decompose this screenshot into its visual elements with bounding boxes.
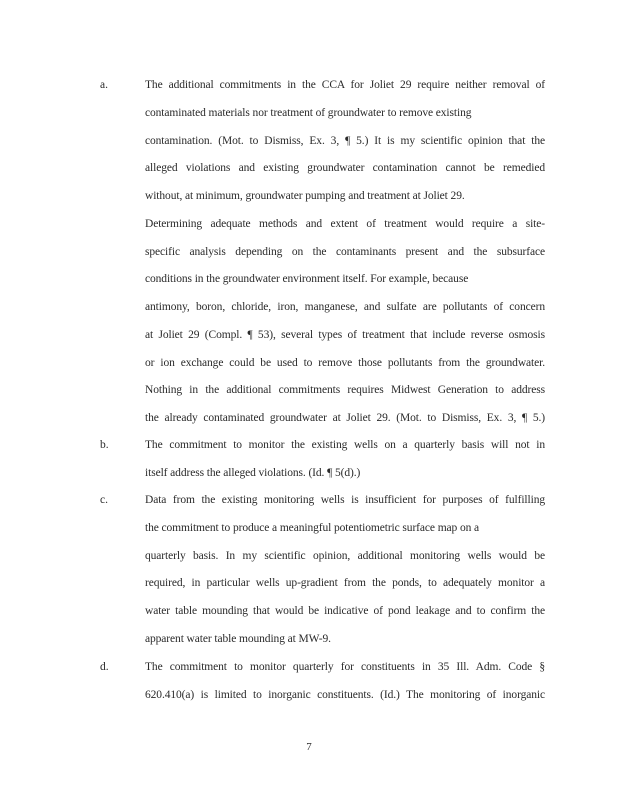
text-line: Nothing in the additional commitments requires Midwest Generation to address — [145, 384, 545, 397]
text-line: alleged violations and existing groundwater contamination cannot be remedied — [145, 162, 545, 175]
text-line: or ion exchange could be used to remove those pollutants from the groundwater. — [145, 356, 545, 369]
text-line: The additional commitments in the CCA for Joliet 29 require neither removal of — [145, 79, 545, 91]
text-line: the already contaminated groundwater at Joliet 29. (Mot. to Dismiss, Ex. 3, ¶ 5.) — [145, 412, 545, 424]
text-line: itself address the alleged violations. (Id. ¶ 5(d).) — [145, 466, 361, 479]
text-line: quarterly basis. In my scientific opinion, additional monitoring wells would be — [145, 549, 545, 562]
text-line: without, at minimum, groundwater pumping and treatment at Joliet 29. — [145, 190, 465, 202]
text-line: The commitment to monitor quarterly for constituents in 35 Ill. Adm. Code § — [145, 661, 545, 673]
text-line: specific analysis depending on the contaminants present and the subsurface — [145, 245, 545, 258]
paragraph-label: b. — [100, 439, 109, 451]
text-line: conditions in the groundwater environment itself. For example, because — [145, 273, 469, 286]
text-line: the commitment to produce a meaningful potentiometric surface map on a — [145, 521, 480, 534]
text-line: required, in particular wells up-gradient from the ponds, to adequately monitor a — [145, 577, 545, 590]
text-line: Determining adequate methods and extent of treatment would require a site- — [145, 217, 545, 230]
page-number: 7 — [306, 741, 312, 753]
paragraph-text — [145, 660, 545, 716]
text-line: apparent water table mounding at MW-9. — [145, 632, 331, 645]
text-line: Data from the existing monitoring wells is insufficient for purposes of fulfilling — [145, 494, 545, 506]
text-line: water table mounding that would be indicative of pond leakage and to confirm the — [145, 605, 545, 617]
text-line: antimony, boron, chloride, iron, manganese, and sulfate are pollutants of concern — [145, 301, 545, 313]
paragraph-label: d. — [100, 661, 109, 673]
paragraph-label: a. — [100, 79, 108, 91]
text-line: 620.410(a) is limited to inorganic constituents. (Id.) The monitoring of inorganic — [145, 688, 545, 701]
text-line: at Joliet 29 (Compl. ¶ 53), several types of treatment that include reverse osmosis — [145, 328, 545, 341]
paragraph-text — [145, 78, 545, 439]
text-line: The commitment to monitor the existing wells on a quarterly basis will not in — [145, 439, 545, 451]
text-line: contaminated materials nor treatment of groundwater to remove existing — [145, 106, 472, 119]
paragraph-text — [145, 438, 545, 494]
paragraph-text — [145, 493, 545, 660]
text-line: contamination. (Mot. to Dismiss, Ex. 3, ¶ 5.) It is my scientific opinion that the — [145, 134, 545, 147]
paragraph-label: c. — [100, 494, 108, 506]
